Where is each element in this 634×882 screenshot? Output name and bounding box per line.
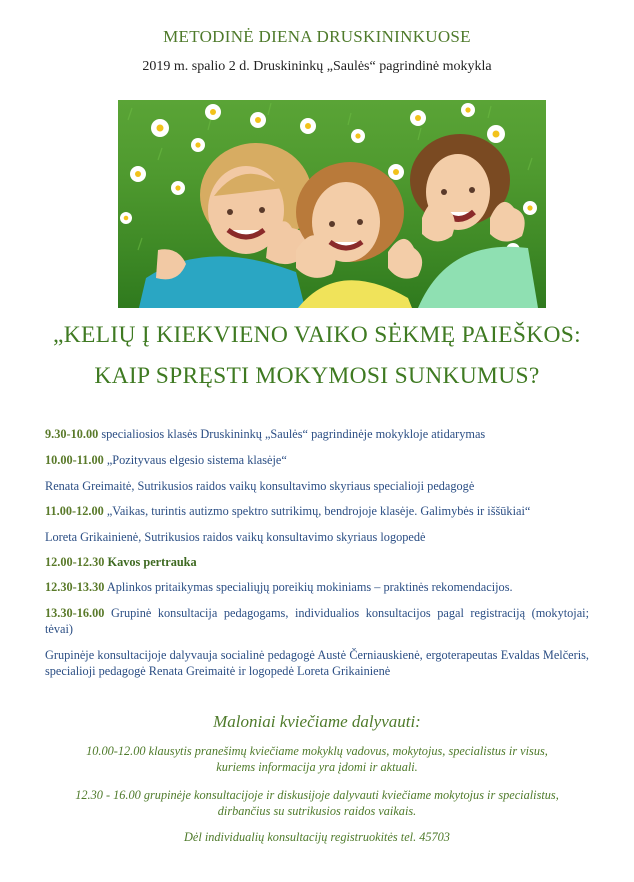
schedule-text: „Vaikas, turintis autizmo spektro sutrikimų, bendrojoje klasėje. Galimybės ir iššūkiai“: [103, 504, 531, 518]
event-date-location: 2019 m. spalio 2 d. Druskininkų „Saulės“ pagrindinė mokykla: [142, 59, 492, 74]
coffee-break: Kavos pertrauka: [104, 555, 197, 569]
schedule-time: 10.00-11.00: [45, 453, 104, 467]
schedule-item: [45, 452, 589, 468]
schedule-item: [45, 503, 589, 519]
registration-phone: Dėl individualių konsultacijų registruokitės tel. 45703: [184, 830, 450, 844]
schedule-speaker: Loreta Grikainienė, Sutrikusios raidos vaikų konsultavimo skyriaus logopedė: [45, 530, 426, 544]
schedule-note: Grupinėje konsultacijoje dalyvauja socialinė pedagogė Austė Černiauskienė, ergoterapeutas Evaldas Melčeris, specialioji pedagogė Renata Greimaitė ir logopedė Loreta Grikainienė: [45, 648, 589, 678]
schedule-time: 9.30-10.00: [45, 427, 99, 441]
schedule-speaker: Renata Greimaitė, Sutrikusios raidos vaikų konsultavimo skyriaus specialioji pedagogė: [45, 479, 475, 493]
schedule-text: specialiosios klasės Druskininkų „Saulės“ pagrindinėje mokykloje atidarymas: [98, 427, 486, 441]
invite-p2-line-1: 12.30 - 16.00 grupinėje konsultacijoje ir diskusijoje dalyvauti kviečiame mokytojus ir specialistus,: [75, 788, 559, 802]
schedule-text: Grupinė konsultacija pedagogams, individualios konsultacijos pagal registraciją (mokytojai; tėvai): [45, 606, 589, 636]
headline-line-1: „KELIŲ Į KIEKVIENO VAIKO SĖKMĘ PAIEŠKOS:: [53, 322, 581, 348]
schedule-time: 13.30-16.00: [45, 606, 105, 620]
invite-p1-line-2: kuriems informacija yra įdomi ir aktuali.: [216, 760, 418, 774]
schedule-item: [45, 554, 589, 570]
schedule-text: „Pozityvaus elgesio sistema klasėje“: [103, 453, 287, 467]
schedule-time: 12.00-12.30: [45, 555, 105, 569]
photo-children-grass-thumbs-up-icon: [118, 100, 546, 308]
page-title: METODINĖ DIENA DRUSKININKUOSE: [163, 27, 471, 46]
schedule-text: Aplinkos pritaikymas specialiųjų poreikių mokiniams – praktinės rekomendacijos.: [104, 580, 513, 594]
invite-heading: Maloniai kviečiame dalyvauti:: [213, 712, 421, 731]
schedule-item: [45, 426, 589, 442]
invite-p2-line-2: dirbančius su sutrikusios raidos vaikais.: [217, 804, 417, 818]
schedule-item: [45, 605, 589, 637]
schedule-time: 12.30-13.30: [45, 580, 105, 594]
invite-paragraph-2: [0, 787, 634, 819]
headline-line-2: KAIP SPRĘSTI MOKYMOSI SUNKUMUS?: [94, 363, 540, 389]
schedule-time: 11.00-12.00: [45, 504, 104, 518]
hero-photo: [118, 100, 546, 308]
schedule-item: [45, 579, 589, 595]
invite-p1-line-1: 10.00-12.00 klausytis pranešimų kviečiame mokyklų vadovus, mokytojus, specialistus ir visus,: [86, 744, 548, 758]
invite-paragraph-1: [0, 743, 634, 775]
